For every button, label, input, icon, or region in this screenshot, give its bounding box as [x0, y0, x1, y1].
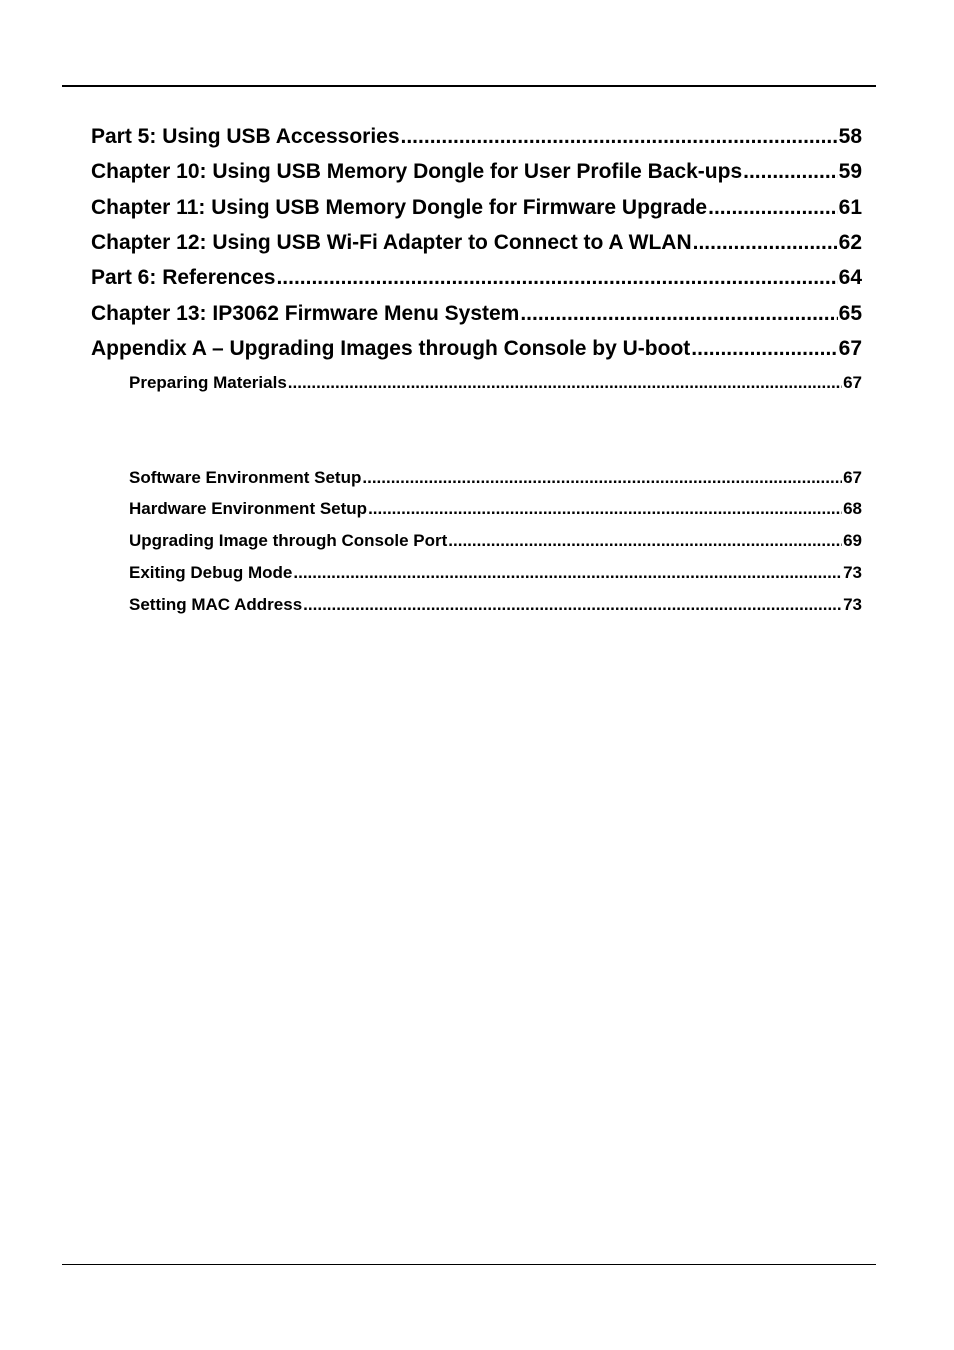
dot-leader — [693, 228, 838, 258]
toc-entry-title: Appendix A – Upgrading Images through Console by U-boot — [91, 337, 691, 360]
toc-subentry-preparing-materials[interactable] — [129, 371, 862, 395]
header-rule — [62, 85, 876, 87]
toc-entry-page: 64 — [838, 266, 862, 289]
dot-leader — [288, 371, 842, 395]
dot-leader — [708, 193, 838, 223]
dot-leader — [368, 497, 842, 521]
toc-entry-page: 67 — [843, 373, 862, 392]
dot-leader — [293, 561, 842, 585]
toc-entry-chapter-13[interactable] — [91, 299, 862, 329]
dot-leader — [520, 299, 837, 329]
toc-subentry-upgrading-image[interactable] — [129, 529, 862, 553]
toc-entry-title: Hardware Environment Setup — [129, 499, 368, 518]
toc-entry-page: 58 — [838, 125, 862, 148]
dot-leader — [743, 157, 838, 187]
toc-entry-chapter-10[interactable] — [91, 157, 862, 187]
toc-entry-page: 68 — [843, 499, 862, 518]
toc-entry-page: 65 — [838, 302, 862, 325]
dot-leader — [362, 466, 842, 490]
toc-entry-chapter-11[interactable] — [91, 193, 862, 223]
toc-subentry-software-environment[interactable] — [129, 466, 862, 490]
toc-entry-title: Chapter 12: Using USB Wi-Fi Adapter to Connect to A WLAN — [91, 231, 692, 254]
dot-leader — [303, 593, 842, 617]
toc-entry-page: 67 — [843, 468, 862, 487]
toc-subentry-exiting-debug[interactable] — [129, 561, 862, 585]
toc-entry-title: Chapter 10: Using USB Memory Dongle for User Profile Back-ups — [91, 160, 743, 183]
toc-entry-title: Upgrading Image through Console Port — [129, 531, 448, 550]
toc-entry-page: 69 — [843, 531, 862, 550]
toc-entry-chapter-12[interactable] — [91, 228, 862, 258]
toc-entry-page: 62 — [838, 231, 862, 254]
toc-entry-part-6[interactable] — [91, 263, 862, 293]
toc-subentry-setting-mac[interactable] — [129, 593, 862, 617]
toc-entry-title: Preparing Materials — [129, 373, 287, 392]
dot-leader — [448, 529, 842, 553]
toc-entry-title: Chapter 11: Using USB Memory Dongle for Firmware Upgrade — [91, 196, 708, 219]
toc-entry-title: Part 5: Using USB Accessories — [91, 125, 400, 148]
toc-entry-title: Chapter 13: IP3062 Firmware Menu System — [91, 302, 520, 325]
toc-entry-title: Exiting Debug Mode — [129, 563, 293, 582]
dot-leader — [691, 334, 837, 364]
toc-entry-title: Software Environment Setup — [129, 468, 362, 487]
toc-entry-title: Setting MAC Address — [129, 595, 303, 614]
footer-rule — [62, 1264, 876, 1265]
dot-leader — [276, 263, 837, 293]
dot-leader — [401, 122, 838, 152]
toc-entry-title: Part 6: References — [91, 266, 276, 289]
toc-entry-page: 61 — [838, 196, 862, 219]
toc-entry-page: 73 — [843, 563, 862, 582]
toc-entry-appendix-a[interactable] — [91, 334, 862, 364]
toc-subentry-hardware-environment[interactable] — [129, 497, 862, 521]
toc-entry-page: 59 — [838, 160, 862, 183]
toc-entry-page: 67 — [838, 337, 862, 360]
toc-entry-page: 73 — [843, 595, 862, 614]
toc-entry-part-5[interactable] — [91, 122, 862, 152]
